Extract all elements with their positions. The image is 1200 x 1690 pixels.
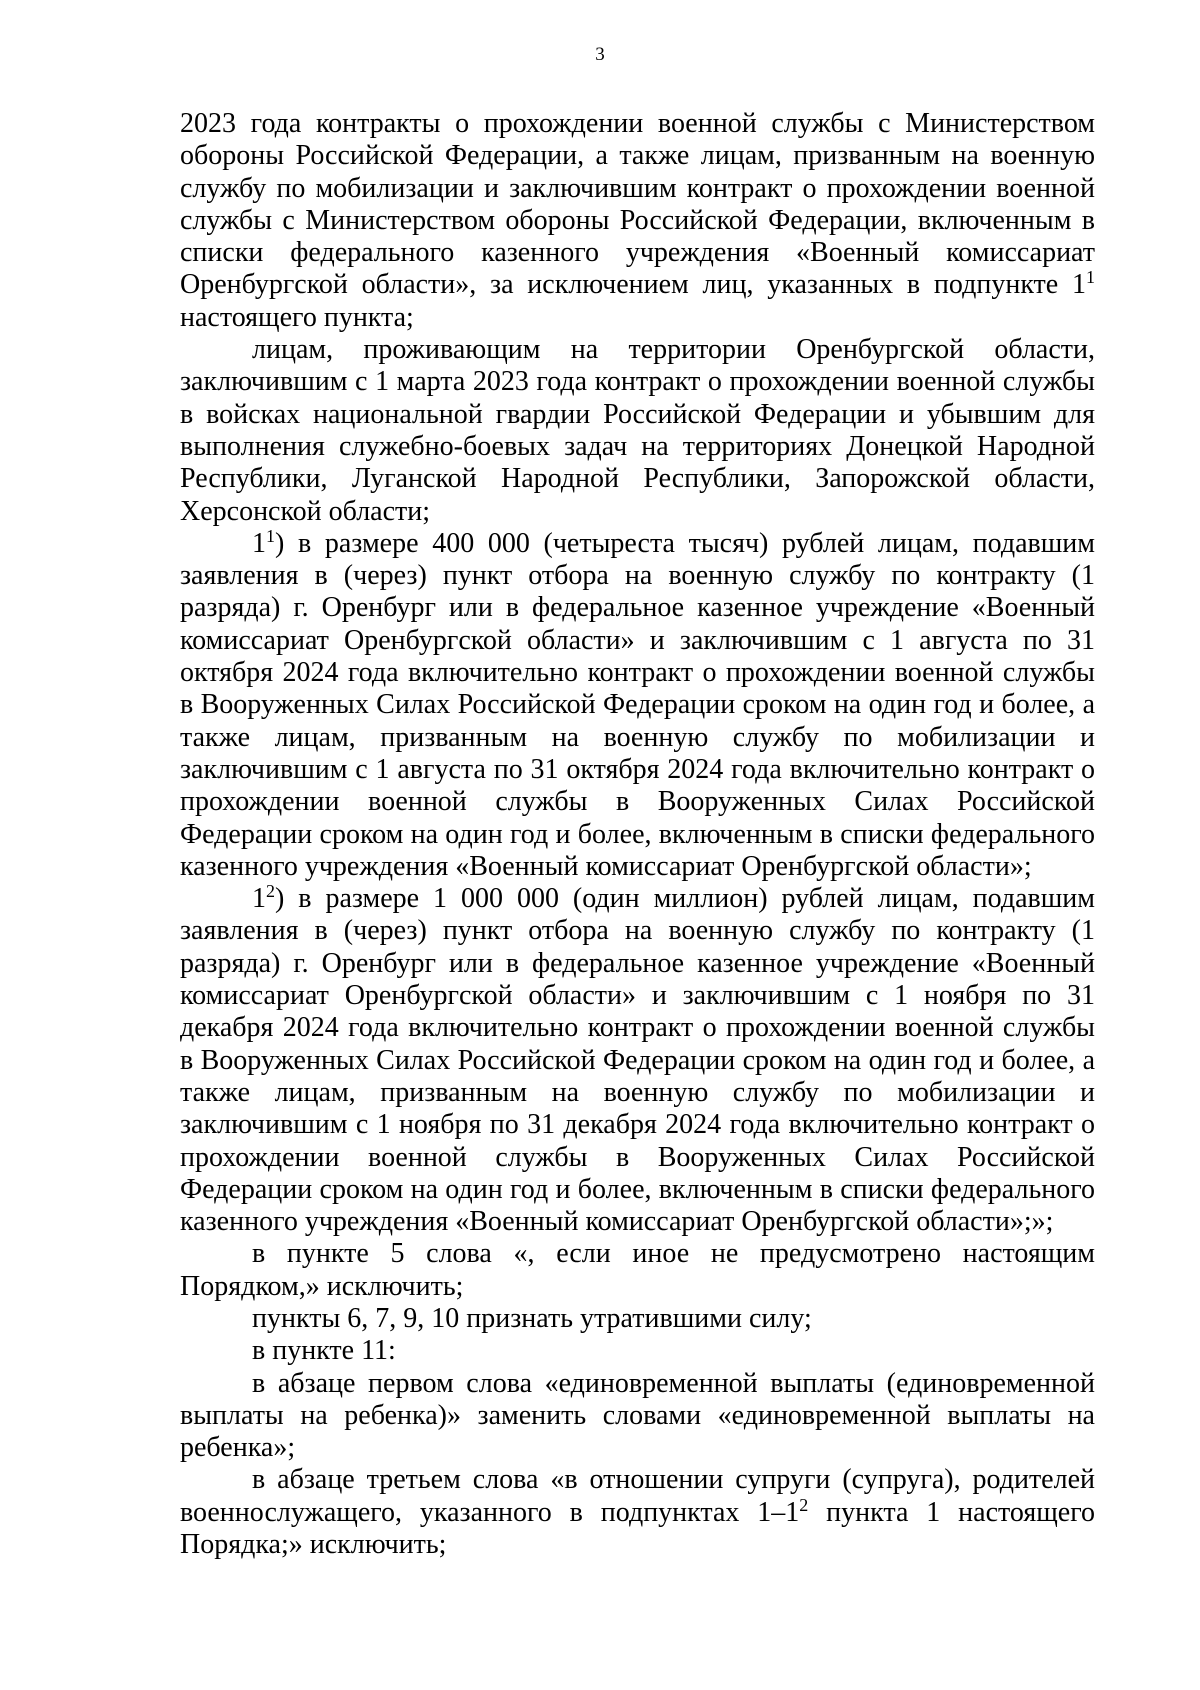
- superscript: 1: [266, 525, 275, 546]
- text-run: ) в размере 1 000 000 (один миллион) рублей лицам, подавшим заявления в (через) пункт отбора на военную службу по контракту (1 разряда) г. Оренбург или в федеральное казенное учреждение «Военный комиссариат Оренбургской области» и заключившим с 1 ноября по 31 декабря 2024 года включительно контракт о прохождении военной службы в Вооруженных Силах Российской Федерации сроком на один год и более, а также лицам, призванным на военную службу по мобилизации и заключившим с 1 ноября по 31 декабря 2024 года включительно контракт о прохождении военной службы в Вооруженных Силах Российской Федерации сроком на один год и более, включенным в списки федерального казенного учреждения «Военный комиссариат Оренбургской области»;»;: [180, 883, 1095, 1238]
- text-run: 1: [252, 883, 266, 915]
- paragraph-p5: [180, 1303, 1095, 1335]
- text-run: ) в размере 400 000 (четыреста тысяч) рублей лицам, подавшим заявления в (через) пункт отбора на военную службу по контракту (1 разряда) г. Оренбург или в федеральное казенное учреждение «Военный комиссариат Оренбургской области» и заключившим с 1 августа по 31 октября 2024 года включительно контракт о прохождении военной службы в Вооруженных Силах Российской Федерации сроком на один год и более, а также лицам, призванным на военную службу по мобилизации и заключившим с 1 августа по 31 октября 2024 года включительно контракт о прохождении военной службы в Вооруженных Силах Российской Федерации сроком на один год и более, включенным в списки федерального казенного учреждения «Военный комиссариат Оренбургской области»;: [180, 527, 1095, 882]
- paragraph-p6: [180, 1335, 1095, 1367]
- text-run: лицам, проживающим на территории Оренбургской области, заключившим с 1 марта 2023 года контракт о прохождении военной службы в войсках национальной гвардии Российской Федерации и убывшим для выполнения служебно-боевых задач на территориях Донецкой Народной Республики, Луганской Народной Республики, Запорожской области, Херсонской области;: [180, 334, 1095, 527]
- paragraph-p0: [180, 108, 1095, 334]
- text-run: в пункте 11:: [252, 1335, 396, 1367]
- text-run: пункты 6, 7, 9, 10 признать утратившими силу;: [252, 1302, 812, 1334]
- paragraph-p8: [180, 1464, 1095, 1561]
- page-number: 3: [595, 44, 605, 65]
- text-run: 1: [252, 527, 266, 559]
- document-body: [180, 108, 1095, 1561]
- superscript: 2: [799, 1494, 809, 1515]
- paragraph-p4: [180, 1238, 1095, 1303]
- paragraph-p3: [180, 883, 1095, 1238]
- paragraph-p7: [180, 1368, 1095, 1465]
- text-run: в абзаце первом слова «единовременной выплаты (единовременной выплаты на ребенка)» заменить словами «единовременной выплаты на ребенка»;: [180, 1367, 1095, 1464]
- superscript: 2: [266, 881, 275, 902]
- paragraph-p2: [180, 525, 1095, 883]
- paragraph-p1: [180, 334, 1095, 528]
- superscript: 1: [1086, 267, 1095, 288]
- text-run: в абзаце третьем слова «в отношении супруги (супруга), родителей военнослужащего, указанного в подпунктах 1–1: [180, 1464, 1095, 1528]
- text-run: пункта 1 настоящего Порядка;» исключить;: [180, 1496, 1095, 1561]
- text-run: настоящего пункта;: [180, 301, 414, 333]
- text-run: 2023 года контракты о прохождении военной службы с Министерством обороны Российской Федерации, а также лицам, призванным на военную службу по мобилизации и заключившим контракт о прохождении военной службы с Министерством обороны Российской Федерации, включенным в списки федерального казенного учреждения «Военный комиссариат Оренбургской области», за исключением лиц, указанных в подпункте 1: [180, 108, 1095, 301]
- text-run: в пункте 5 слова «, если иное не предусмотрено настоящим Порядком,» исключить;: [180, 1238, 1095, 1302]
